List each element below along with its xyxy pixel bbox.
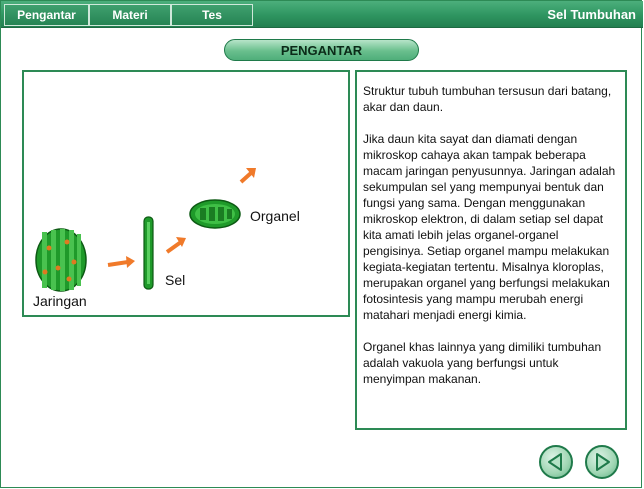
tab-tes[interactable] <box>171 4 253 26</box>
section-title: PENGANTAR <box>224 39 419 61</box>
app-title: Sel Tumbuhan <box>547 7 636 22</box>
tab-pengantar-label: Pengantar <box>17 8 76 22</box>
tab-materi[interactable] <box>89 4 171 26</box>
arrow-right-icon <box>587 447 617 477</box>
top-bar <box>1 1 643 28</box>
paragraph: Struktur tubuh tumbuhan tersusun dari batang, akar dan daun. <box>363 84 612 114</box>
paragraph: Organel khas lainnya yang dimiliki tumbuhan adalah vakuola yang berfungsi untuk menyimpan makanan. <box>363 340 602 386</box>
previous-button[interactable] <box>539 445 573 479</box>
cell-icon <box>144 217 153 289</box>
cell-hierarchy-diagram <box>24 72 348 315</box>
tab-materi-label: Materi <box>112 8 148 22</box>
illustration-panel <box>22 70 350 317</box>
tab-pengantar[interactable] <box>4 4 89 26</box>
tab-tes-label: Tes <box>202 8 222 22</box>
paragraph: Jika daun kita sayat dan diamati dengan mikroskop cahaya akan tampak beberapa macam jaringan penyusunnya. Jaringan adalah sekumpulan sel yang mempunyai bentuk dan fungsi yang sama. Dengan menggunakan mikroskop elektron, di dalam setiap sel dapat kita amati lebih jelas organel-organel pengisinya. Setiap organel mampu melakukan kegiata-kegiatan tertentu. Misalnya kloroplas, merupakan organel yang berfungsi melakukan fotosintesis yang mampu merubah energi matahari menjadi energi kimia. <box>363 132 616 322</box>
description-panel <box>355 70 627 430</box>
arrow-left-icon <box>541 447 571 477</box>
arrow-icon <box>167 237 186 252</box>
arrow-icon <box>108 256 135 268</box>
cell-label: Sel <box>165 272 186 288</box>
arrow-icon <box>241 168 256 182</box>
next-button[interactable] <box>585 445 619 479</box>
organelle-label: Organel <box>250 208 300 224</box>
tissue-label: Jaringan <box>33 293 87 309</box>
tissue-icon <box>36 229 86 291</box>
chloroplast-icon <box>190 200 240 228</box>
